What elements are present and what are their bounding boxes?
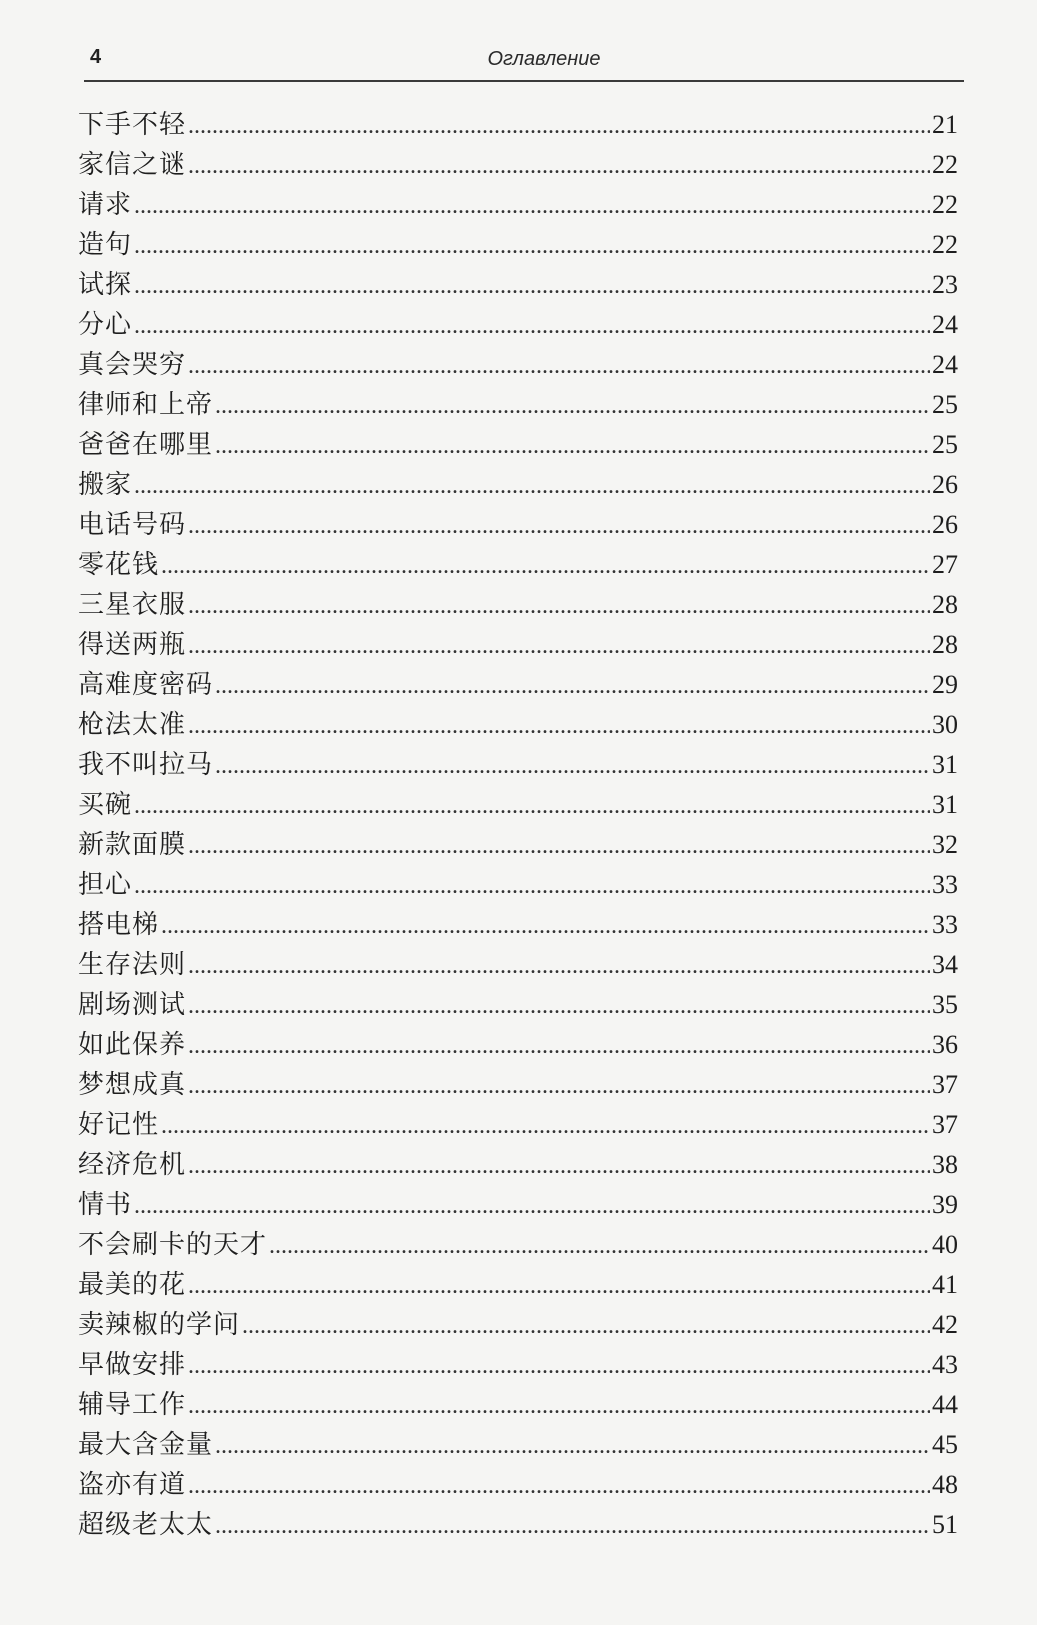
toc-entry-page: 45 [932, 1430, 958, 1459]
toc-entry-title: 早做安排 [78, 1350, 187, 1380]
toc-entry-title: 零花钱 [78, 550, 160, 580]
dot-leader [215, 1433, 930, 1460]
toc-entry [78, 1024, 958, 1064]
toc-entry [78, 384, 958, 424]
toc-entry [78, 1104, 958, 1144]
toc-entry-title: 如此保养 [78, 1030, 187, 1060]
toc-entry-title: 三星衣服 [78, 590, 187, 620]
toc-entry-page: 37 [932, 1110, 958, 1139]
toc-entry-title: 下手不轻 [78, 110, 187, 140]
dot-leader [134, 793, 930, 820]
toc-entry-page: 38 [932, 1150, 958, 1179]
toc-entry [78, 224, 958, 264]
toc-entry-page: 24 [932, 350, 958, 379]
toc-entry-page: 21 [932, 110, 958, 139]
toc-entry-title: 经济危机 [78, 1150, 187, 1180]
dot-leader [188, 1033, 930, 1060]
toc-entry-page: 28 [932, 590, 958, 619]
toc-entry-page: 22 [932, 230, 958, 259]
toc-entry-page: 33 [932, 910, 958, 939]
toc-entry [78, 1184, 958, 1224]
dot-leader [188, 593, 930, 620]
toc-entry [78, 584, 958, 624]
toc-entry-title: 最大含金量 [78, 1430, 214, 1460]
toc-entry-page: 29 [932, 670, 958, 699]
dot-leader [215, 753, 930, 780]
toc-entry-page: 28 [932, 630, 958, 659]
toc-entry-title: 搬家 [78, 470, 133, 500]
toc-entry [78, 904, 958, 944]
toc-entry-page: 36 [932, 1030, 958, 1059]
toc-entry-title: 生存法则 [78, 950, 187, 980]
toc-entry [78, 464, 958, 504]
toc-entry [78, 1304, 958, 1344]
toc-entry-page: 42 [932, 1310, 958, 1339]
toc-entry-page: 40 [932, 1230, 958, 1259]
dot-leader [242, 1313, 930, 1340]
toc-entry [78, 864, 958, 904]
toc-entry [78, 704, 958, 744]
toc-entry-title: 卖辣椒的学问 [78, 1310, 241, 1340]
toc-entry [78, 1504, 958, 1544]
toc-entry [78, 1064, 958, 1104]
toc-entry [78, 824, 958, 864]
toc-entry [78, 344, 958, 384]
toc-entry-page: 41 [932, 1270, 958, 1299]
toc-entry-page: 26 [932, 510, 958, 539]
toc-entry-title: 担心 [78, 870, 133, 900]
dot-leader [134, 873, 930, 900]
toc-entry [78, 144, 958, 184]
toc-entry-title: 梦想成真 [78, 1070, 187, 1100]
toc-entry-page: 30 [932, 710, 958, 739]
toc-entry-page: 31 [932, 790, 958, 819]
toc-entry [78, 1384, 958, 1424]
toc-entry-title: 电话号码 [78, 510, 187, 540]
running-title: Оглавление [487, 48, 601, 70]
dot-leader [134, 273, 930, 300]
toc-entry-page: 37 [932, 1070, 958, 1099]
toc-entry-page: 48 [932, 1470, 958, 1499]
toc-entry-page: 23 [932, 270, 958, 299]
toc-entry-title: 超级老太太 [78, 1510, 214, 1540]
toc-entry-page: 25 [932, 430, 958, 459]
toc-entry [78, 264, 958, 304]
toc-entry-title: 分心 [78, 310, 133, 340]
dot-leader [188, 353, 930, 380]
toc-entry-title: 试探 [78, 270, 133, 300]
dot-leader [188, 633, 930, 660]
toc-entry-title: 新款面膜 [78, 830, 187, 860]
dot-leader [188, 1393, 930, 1420]
dot-leader [215, 1513, 930, 1540]
toc-entry-page: 22 [932, 190, 958, 219]
toc-entry-page: 31 [932, 750, 958, 779]
dot-leader [215, 433, 930, 460]
toc-entry-page: 26 [932, 470, 958, 499]
table-of-contents [78, 104, 958, 1544]
toc-entry-title: 盗亦有道 [78, 1470, 187, 1500]
toc-entry [78, 1424, 958, 1464]
dot-leader [215, 673, 930, 700]
dot-leader [134, 313, 930, 340]
toc-entry-page: 43 [932, 1350, 958, 1379]
toc-entry-page: 39 [932, 1190, 958, 1219]
dot-leader [188, 1353, 930, 1380]
toc-entry-page: 44 [932, 1390, 958, 1419]
dot-leader [188, 953, 930, 980]
toc-entry-title: 我不叫拉马 [78, 750, 214, 780]
dot-leader [134, 1193, 930, 1220]
toc-entry-title: 高难度密码 [78, 670, 214, 700]
dot-leader [161, 1113, 930, 1140]
toc-entry-page: 35 [932, 990, 958, 1019]
toc-entry [78, 304, 958, 344]
dot-leader [215, 393, 930, 420]
toc-entry-title: 枪法太准 [78, 710, 187, 740]
toc-entry [78, 1144, 958, 1184]
toc-entry [78, 1264, 958, 1304]
dot-leader [161, 553, 930, 580]
dot-leader [188, 1073, 930, 1100]
toc-entry [78, 984, 958, 1024]
toc-entry-title: 律师和上帝 [78, 390, 214, 420]
toc-entry [78, 744, 958, 784]
toc-entry-page: 27 [932, 550, 958, 579]
toc-entry-title: 好记性 [78, 1110, 160, 1140]
toc-entry-title: 最美的花 [78, 1270, 187, 1300]
dot-leader [161, 913, 930, 940]
toc-entry [78, 784, 958, 824]
toc-entry [78, 664, 958, 704]
dot-leader [188, 513, 930, 540]
toc-entry [78, 104, 958, 144]
toc-entry [78, 944, 958, 984]
toc-entry-title: 情书 [78, 1190, 133, 1220]
toc-entry [78, 1344, 958, 1384]
toc-entry-title: 造句 [78, 230, 133, 260]
toc-entry-title: 辅导工作 [78, 1390, 187, 1420]
dot-leader [188, 1473, 930, 1500]
toc-entry-title: 买碗 [78, 790, 133, 820]
dot-leader [188, 713, 930, 740]
toc-entry [78, 544, 958, 584]
dot-leader [188, 1273, 930, 1300]
page-number: 4 [90, 46, 102, 68]
toc-entry-page: 22 [932, 150, 958, 179]
toc-entry [78, 504, 958, 544]
toc-entry [78, 1224, 958, 1264]
toc-entry-page: 33 [932, 870, 958, 899]
toc-entry [78, 424, 958, 464]
dot-leader [188, 833, 930, 860]
toc-entry-page: 51 [932, 1510, 958, 1539]
toc-entry-title: 不会刷卡的天才 [78, 1230, 268, 1260]
toc-entry [78, 624, 958, 664]
dot-leader [188, 113, 930, 140]
toc-entry-page: 32 [932, 830, 958, 859]
toc-entry-title: 家信之谜 [78, 150, 187, 180]
toc-entry-page: 25 [932, 390, 958, 419]
toc-entry-title: 得送两瓶 [78, 630, 187, 660]
toc-entry [78, 1464, 958, 1504]
toc-entry-page: 24 [932, 310, 958, 339]
toc-entry-page: 34 [932, 950, 958, 979]
toc-entry-title: 爸爸在哪里 [78, 430, 214, 460]
dot-leader [134, 193, 930, 220]
dot-leader [134, 233, 930, 260]
dot-leader [134, 473, 930, 500]
toc-entry [78, 184, 958, 224]
page-header [84, 44, 964, 82]
dot-leader [188, 1153, 930, 1180]
dot-leader [188, 153, 930, 180]
toc-entry-title: 剧场测试 [78, 990, 187, 1020]
dot-leader [269, 1233, 930, 1260]
dot-leader [188, 993, 930, 1020]
toc-entry-title: 搭电梯 [78, 910, 160, 940]
toc-entry-title: 请求 [78, 190, 133, 220]
toc-entry-title: 真会哭穷 [78, 350, 187, 380]
